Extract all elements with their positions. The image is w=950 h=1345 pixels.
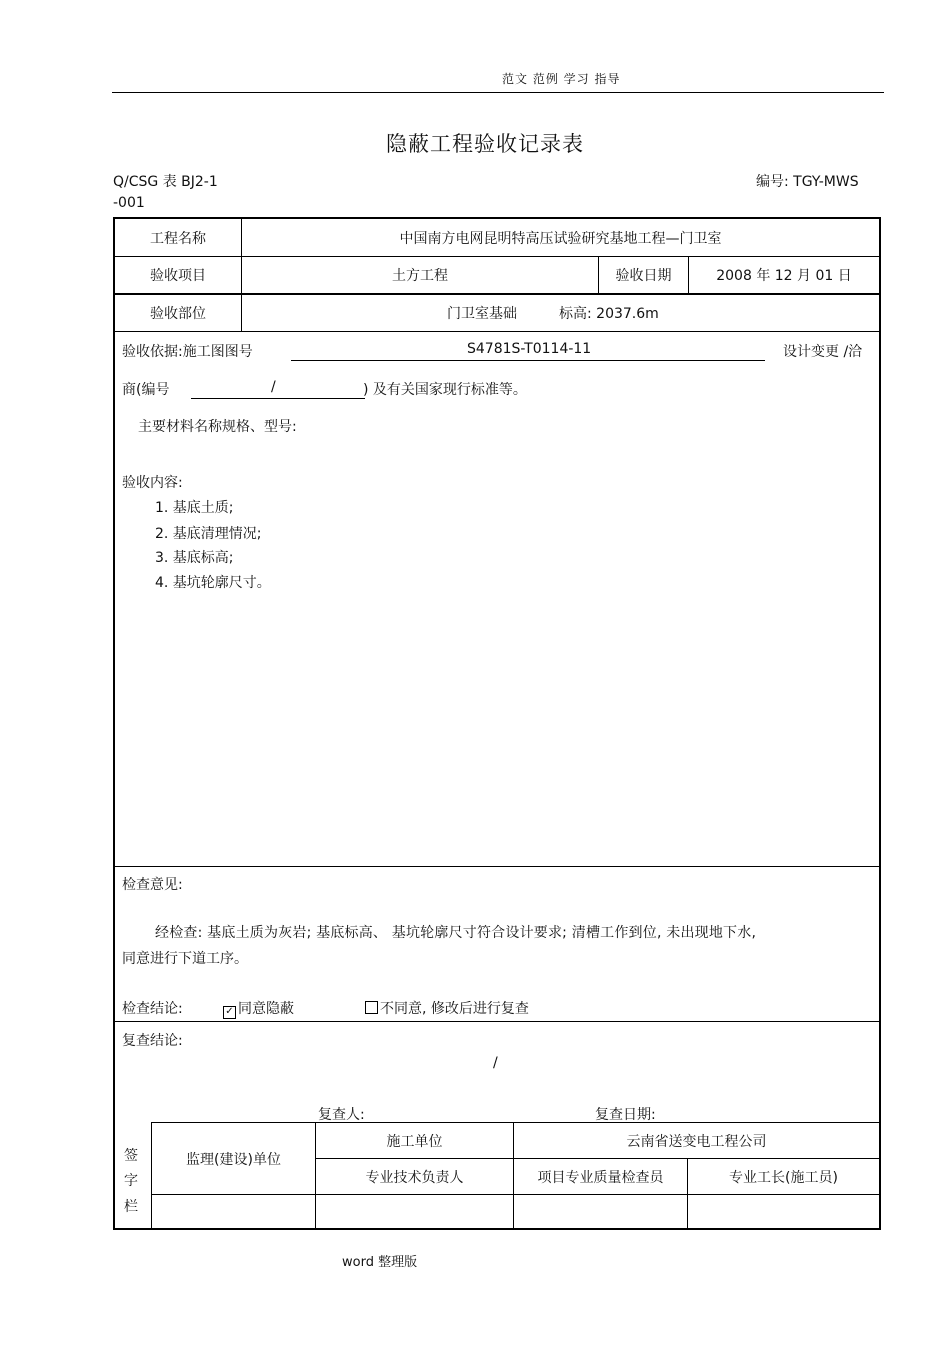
header-divider xyxy=(112,92,884,93)
inspection-opinion-text: 经检查: 基底土质为灰岩; 基底标高、 基坑轮廓尺寸符合设计要求; 清槽工作到位, 未出现地下水, xyxy=(155,925,757,941)
sign-column-char: 字 xyxy=(124,1173,138,1189)
conclusion-label: 检查结论: xyxy=(122,1001,183,1017)
row-divider xyxy=(115,1021,879,1022)
supervisor-signature-field[interactable] xyxy=(152,1195,315,1228)
design-change-label: 设计变更 /洽 xyxy=(783,344,863,360)
quality-inspector-label: 项目专业质量检查员 xyxy=(537,1169,664,1186)
form-code: Q/CSG 表 BJ2-1 xyxy=(113,174,218,190)
content-item: 2. 基底清理情况; xyxy=(155,526,262,542)
tech-lead-label: 专业技术负责人 xyxy=(365,1169,464,1186)
negotiation-underline xyxy=(191,398,365,399)
foreman-label: 专业工长(施工员) xyxy=(729,1169,838,1186)
agree-label: 同意隐蔽 xyxy=(238,1001,294,1017)
inspection-opinion-text-2: 同意进行下道工序。 xyxy=(122,951,248,967)
disagree-checkbox[interactable] xyxy=(365,1001,378,1014)
tech-lead-signature-field[interactable] xyxy=(316,1195,513,1228)
construction-company: 云南省送变电工程公司 xyxy=(626,1133,767,1150)
document-title: 隐蔽工程验收记录表 xyxy=(386,132,584,156)
quality-inspector-signature-field[interactable] xyxy=(514,1195,687,1228)
materials-label: 主要材料名称规格、型号: xyxy=(138,419,297,435)
page-header: 范文 范例 学习 指导 xyxy=(502,72,621,86)
inspection-date-label: 验收日期 xyxy=(615,267,672,284)
inspection-opinion-label: 检查意见: xyxy=(122,877,183,893)
project-name-value: 中国南方电网昆明特高压试验研究基地工程—门卫室 xyxy=(399,230,722,247)
drawing-number-underline xyxy=(291,360,765,361)
inspection-part-label: 验收部位 xyxy=(150,305,206,322)
inspection-date-value: 2008 年 12 月 01 日 xyxy=(716,267,852,284)
inspection-item-value: 土方工程 xyxy=(392,267,448,284)
foreman-signature-field[interactable] xyxy=(688,1195,879,1228)
record-table xyxy=(113,217,881,1230)
inspection-part-value: 门卫室基础 xyxy=(447,306,517,322)
content-item: 3. 基底标高; xyxy=(155,550,234,566)
form-code-suffix: -001 xyxy=(113,195,145,211)
supervisor-label: 监理(建设)单位 xyxy=(186,1152,281,1168)
negotiation-number: / xyxy=(271,379,276,395)
page-footer: word 整理版 xyxy=(342,1255,418,1270)
negotiation-prefix: 商(编号 xyxy=(122,382,170,398)
checkmark-icon: ✓ xyxy=(225,1006,234,1017)
agree-option[interactable] xyxy=(223,998,294,1019)
disagree-option[interactable] xyxy=(365,998,529,1018)
sign-column-char: 签 xyxy=(124,1148,138,1164)
agree-checkbox[interactable] xyxy=(223,1006,236,1019)
row-divider xyxy=(115,866,879,867)
content-item: 4. 基坑轮廓尺寸。 xyxy=(155,575,271,591)
disagree-label: 不同意, 修改后进行复查 xyxy=(380,1001,529,1017)
basis-label: 验收依据:施工图图号 xyxy=(122,344,253,360)
recheck-label: 复查结论: xyxy=(122,1033,183,1049)
project-name-label: 工程名称 xyxy=(150,230,206,247)
content-item: 1. 基底土质; xyxy=(155,500,234,516)
inspection-item-label: 验收项目 xyxy=(150,267,206,284)
drawing-number: S4781S-T0114-11 xyxy=(467,341,592,357)
recheck-person-label: 复查人: xyxy=(318,1107,365,1123)
serial-number: 编号: TGY-MWS xyxy=(756,174,859,190)
sign-column-char: 栏 xyxy=(124,1199,138,1215)
recheck-date-label: 复查日期: xyxy=(595,1107,656,1123)
construction-unit-label: 施工单位 xyxy=(386,1133,443,1150)
negotiation-suffix: ) 及有关国家现行标准等。 xyxy=(363,382,527,398)
elevation-value: 标高: 2037.6m xyxy=(559,306,659,322)
row-divider xyxy=(115,331,879,332)
recheck-value: / xyxy=(493,1055,498,1071)
content-label: 验收内容: xyxy=(122,475,183,491)
